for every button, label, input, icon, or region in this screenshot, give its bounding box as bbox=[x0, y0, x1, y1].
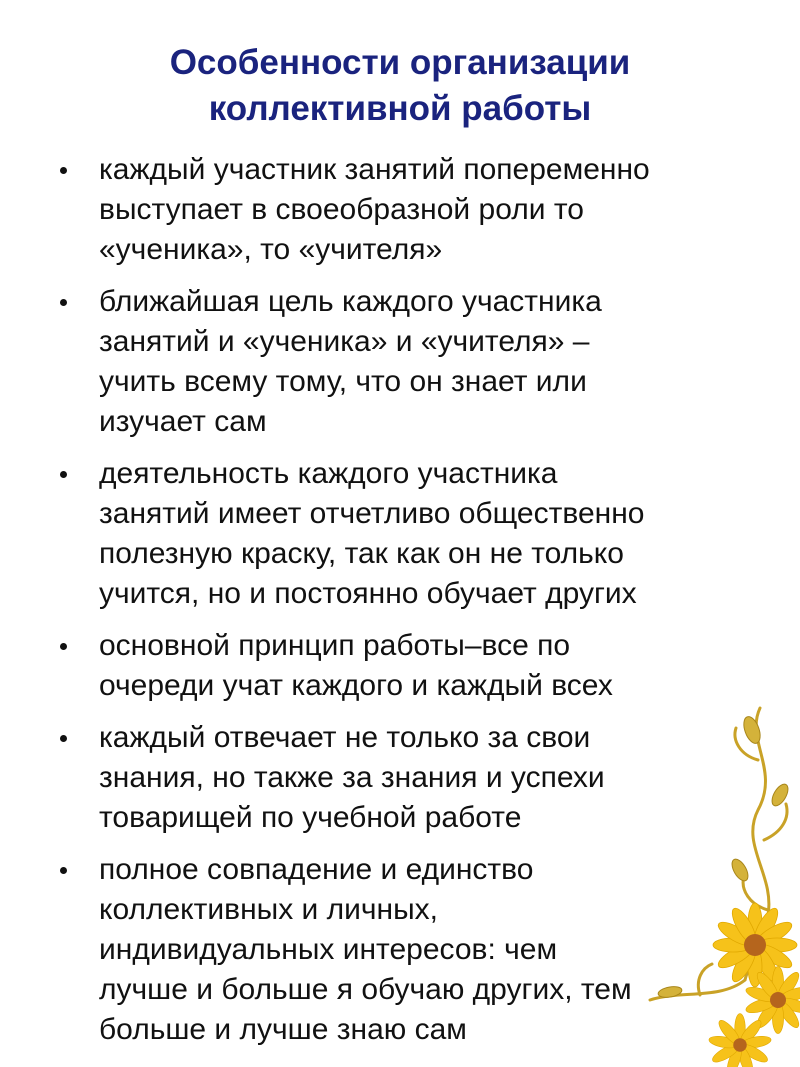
bullet-line: полезную краску, так как он не только bbox=[99, 537, 624, 570]
bullet-line: лучше и больше я обучаю других, тем bbox=[99, 973, 632, 1006]
bullet-dot-icon bbox=[60, 643, 67, 650]
bullet-dot-icon bbox=[60, 867, 67, 874]
bullet-line: учится, но и постоянно обучает других bbox=[99, 577, 637, 610]
bullet-item bbox=[54, 626, 754, 706]
bullet-line: учить всему тому, что он знает или bbox=[99, 365, 587, 398]
bullet-item bbox=[54, 454, 754, 614]
bullet-line: очереди учат каждого и каждый всех bbox=[99, 669, 613, 702]
bullet-line: каждый отвечает не только за свои bbox=[99, 721, 591, 754]
bullet-item bbox=[54, 150, 754, 270]
bullet-line: занятий и «ученика» и «учителя» – bbox=[99, 325, 590, 358]
bullet-line: полное совпадение и единство bbox=[99, 853, 534, 886]
bullet-line: ближайшая цель каждого участника bbox=[99, 285, 602, 318]
yellow-flower-vine-icon bbox=[640, 700, 800, 1067]
bullet-line: выступает в своеобразной роли то bbox=[99, 193, 584, 226]
flower-large bbox=[713, 903, 797, 987]
bullet-item bbox=[54, 282, 754, 442]
bullet-dot-icon bbox=[60, 735, 67, 742]
title-line-2: коллективной работы bbox=[208, 89, 592, 128]
bullet-line: изучает сам bbox=[99, 405, 267, 438]
bullet-line: товарищей по учебной работе bbox=[99, 801, 522, 834]
bullet-dot-icon bbox=[60, 167, 67, 174]
bullet-line: занятий имеет отчетливо общественно bbox=[99, 497, 645, 530]
bullet-line: знания, но также за знания и успехи bbox=[99, 761, 605, 794]
bullet-dot-icon bbox=[60, 471, 67, 478]
bullet-line: «ученика», то «учителя» bbox=[99, 233, 443, 266]
bullet-line: деятельность каждого участника bbox=[99, 457, 558, 490]
bullet-line: индивидуальных интересов: чем bbox=[99, 933, 558, 966]
bullet-line: коллективных и личных, bbox=[99, 893, 438, 926]
bullet-line: больше и лучше знаю сам bbox=[99, 1013, 467, 1046]
title-line-1: Особенности организации bbox=[169, 43, 631, 82]
bullet-dot-icon bbox=[60, 299, 67, 306]
bullet-line: основной принцип работы–все по bbox=[99, 629, 571, 662]
slide-title bbox=[0, 40, 800, 132]
bullet-line: каждый участник занятий попеременно bbox=[99, 153, 650, 186]
